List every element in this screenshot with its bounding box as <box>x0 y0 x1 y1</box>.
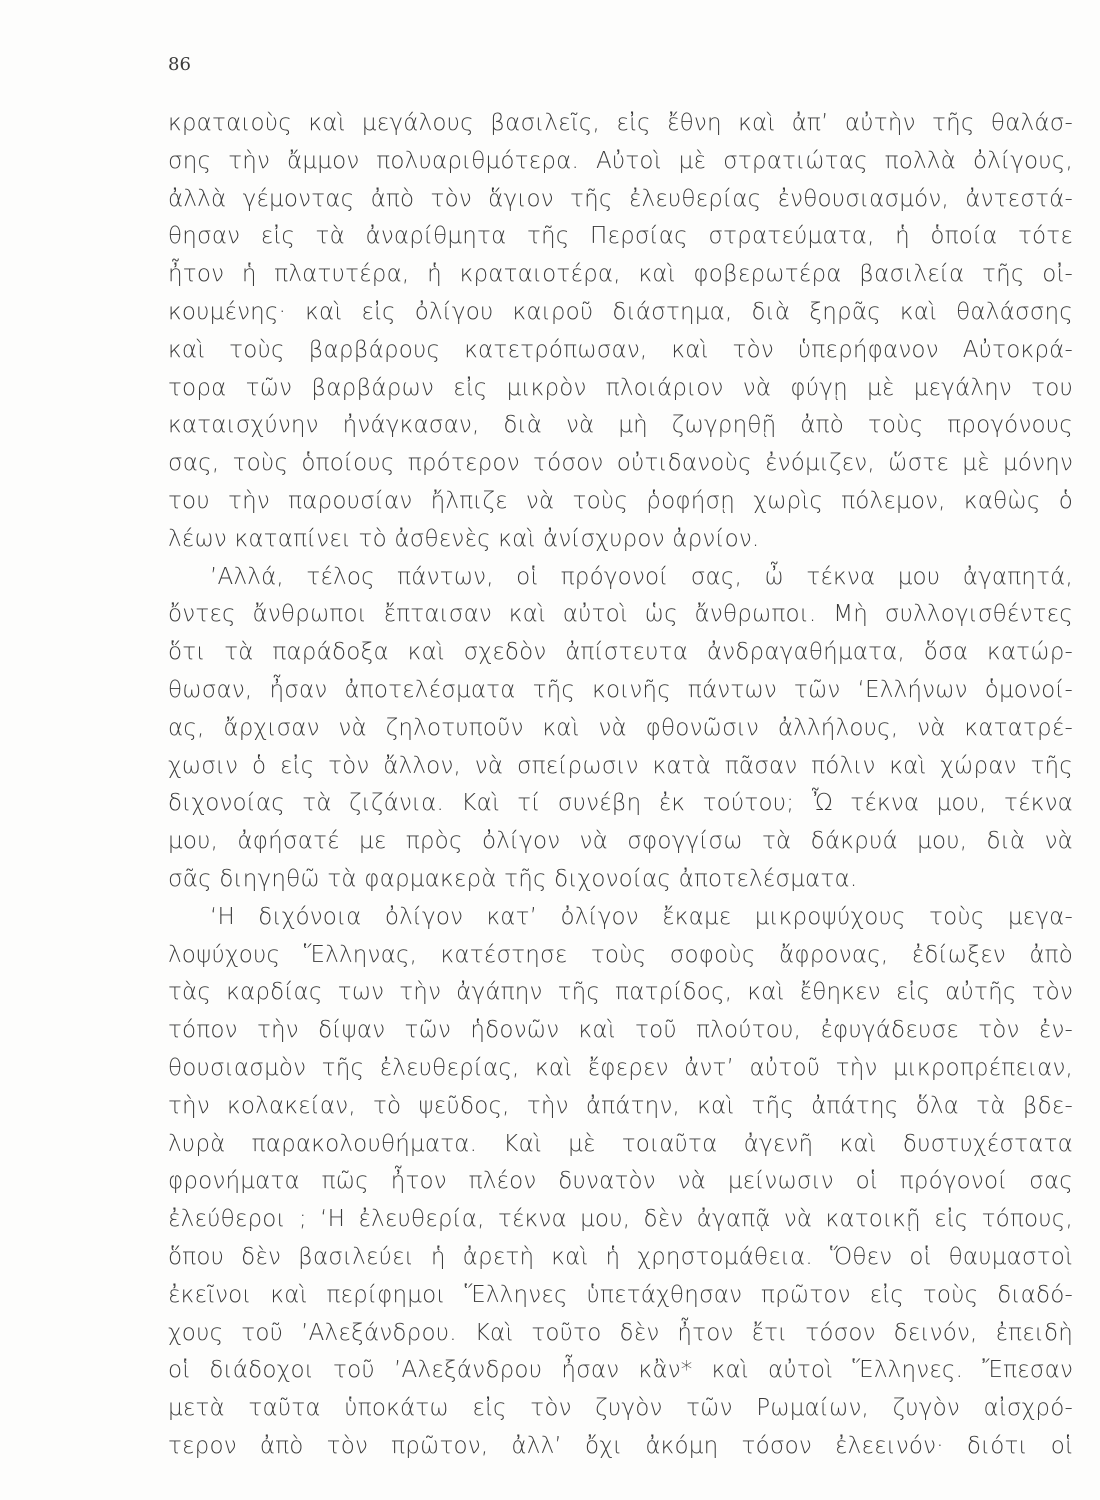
text-line: λέων καταπίνει τὸ ἀσθενὲς καὶ ἀνίσχυρον ἀρνίον. <box>168 525 760 552</box>
body-text <box>168 105 1073 1466</box>
text-line: φρονήματα πῶς ἦτον πλέον δυνατὸν νὰ μείνωσιν οἱ πρόγονοί σας <box>168 1168 1073 1195</box>
text-line: ας, ἄρχισαν νὰ ζηλοτυποῦν καὶ νὰ φθονῶσιν ἀλλήλους, νὰ κατατρέ- <box>168 714 1073 741</box>
text-line: χους τοῦ ’Αλεξάνδρου. Καὶ τοῦτο δὲν ἦτον ἔτι τόσον δεινόν, ἐπειδὴ <box>168 1319 1073 1346</box>
text-line: διχονοίας τὰ ζιζάνια. Καὶ τί συνέβη ἐκ τούτου; Ὦ τέκνα μου, τέκνα <box>168 790 1073 817</box>
text-line: τερον ἀπὸ τὸν πρῶτον, ἀλλ’ ὄχι ἀκόμη τόσον ἐλεεινόν· διότι οἱ <box>168 1432 1073 1459</box>
text-line: σας, τοὺς ὁποίους πρότερον τόσον οὐτιδανοὺς ἐνόμιζεν, ὥστε μὲ μόνην <box>168 450 1073 477</box>
text-line: ἀλλὰ γέμοντας ἀπὸ τὸν ἅγιον τῆς ἐλευθερίας ἐνθουσιασμόν, ἀντεστά- <box>168 185 1073 212</box>
text-line: μου, ἀφήσατέ με πρὸς ὀλίγον νὰ σφογγίσω τὰ δάκρυά μου, διὰ νὰ <box>168 828 1073 855</box>
text-line: ἦτον ἡ πλατυτέρα, ἡ κραταιοτέρα, καὶ φοβερωτέρα βασιλεία τῆς οἰ- <box>168 261 1073 288</box>
text-line: τὴν κολακείαν, τὸ ψεῦδος, τὴν ἀπάτην, καὶ τῆς ἀπάτης ὅλα τὰ βδε- <box>168 1092 1073 1119</box>
text-line: σης τὴν ἄμμον πολυαριθμότερα. Αὐτοὶ μὲ στρατιώτας πολλὰ ὀλίγους, <box>168 147 1073 174</box>
text-line: τόπον τὴν δίψαν τῶν ἡδονῶν καὶ τοῦ πλούτου, ἐφυγάδευσε τὸν ἐν- <box>168 1017 1073 1044</box>
text-line: καὶ τοὺς βαρβάρους κατετρόπωσαν, καὶ τὸν ὑπερήφανον Αὐτοκρά- <box>168 336 1073 363</box>
text-line: του τὴν παρουσίαν ἤλπιζε νὰ τοὺς ῥοφήσῃ χωρὶς πόλεμον, καθὼς ὁ <box>168 487 1073 514</box>
page-number: 86 <box>168 54 191 75</box>
text-line: οἱ διάδοχοι τοῦ ’Αλεξάνδρου ἦσαν κἂν* καὶ αὐτοὶ Ἕλληνες. Ἔπεσαν <box>168 1357 1073 1384</box>
text-line: χωσιν ὁ εἰς τὸν ἄλλον, νὰ σπείρωσιν κατὰ πᾶσαν πόλιν καὶ χώραν τῆς <box>168 752 1073 779</box>
text-line: ὄντες ἄνθρωποι ἔπταισαν καὶ αὐτοὶ ὡς ἄνθρωποι. Μὴ συλλογισθέντες <box>168 601 1073 628</box>
text-line: λυρὰ παρακολουθήματα. Καὶ μὲ τοιαῦτα ἀγενῆ καὶ δυστυχέστατα <box>168 1130 1073 1157</box>
text-line: θουσιασμὸν τῆς ἐλευθερίας, καὶ ἔφερεν ἀντ’ αὐτοῦ τὴν μικροπρέπειαν, <box>168 1054 1073 1081</box>
text-line: τὰς καρδίας των τὴν ἀγάπην τῆς πατρίδος, καὶ ἔθηκεν εἰς αὐτῆς τὸν <box>168 979 1073 1006</box>
text-line: ὅπου δὲν βασιλεύει ἡ ἀρετὴ καὶ ἡ χρηστομάθεια. Ὅθεν οἱ θαυμαστοὶ <box>168 1243 1073 1270</box>
text-line: ’Αλλά, τέλος πάντων, οἱ πρόγονοί σας, ὦ τέκνα μου ἀγαπητά, <box>210 563 1073 590</box>
text-line: ‘Η διχόνοια ὀλίγον κατ’ ὀλίγον ἔκαμε μικροψύχους τοὺς μεγα- <box>210 903 1073 930</box>
text-line: μετὰ ταῦτα ὑποκάτω εἰς τὸν ζυγὸν τῶν Ρωμαίων, ζυγὸν αἰσχρό- <box>168 1395 1073 1422</box>
text-line: σᾶς διηγηθῶ τὰ φαρμακερὰ τῆς διχονοίας ἀποτελέσματα. <box>168 865 858 892</box>
text-line: λοψύχους Ἕλληνας, κατέστησε τοὺς σοφοὺς ἄφρονας, ἐδίωξεν ἀπὸ <box>168 941 1073 968</box>
text-line: θησαν εἰς τὰ ἀναρίθμητα τῆς Περσίας στρατεύματα, ἡ ὁποία τότε <box>168 223 1073 250</box>
text-line: τορα τῶν βαρβάρων εἰς μικρὸν πλοιάριον νὰ φύγῃ μὲ μεγάλην του <box>168 374 1073 401</box>
text-line: ὅτι τὰ παράδοξα καὶ σχεδὸν ἀπίστευτα ἀνδραγαθήματα, ὅσα κατώρ- <box>168 639 1073 666</box>
text-line: κουμένης· καὶ εἰς ὀλίγου καιροῦ διάστημα, διὰ ξηρᾶς καὶ θαλάσσης <box>168 298 1073 325</box>
text-line: καταισχύνην ἠνάγκασαν, διὰ νὰ μὴ ζωγρηθῇ ἀπὸ τοὺς προγόνους <box>168 412 1073 439</box>
text-line: θωσαν, ἦσαν ἀποτελέσματα τῆς κοινῆς πάντων τῶν ‘Ελλήνων ὁμονοί- <box>168 676 1073 703</box>
text-line: ἐλεύθεροι ; ‘Η ἐλευθερία, τέκνα μου, δὲν ἀγαπᾷ νὰ κατοικῇ εἰς τόπους, <box>168 1206 1073 1233</box>
text-line: ἐκεῖνοι καὶ περίφημοι Ἕλληνες ὑπετάχθησαν πρῶτον εἰς τοὺς διαδό- <box>168 1281 1073 1308</box>
text-line: κραταιοὺς καὶ μεγάλους βασιλεῖς, εἰς ἔθνη καὶ ἀπ’ αὐτὴν τῆς θαλάσ- <box>168 110 1073 136</box>
